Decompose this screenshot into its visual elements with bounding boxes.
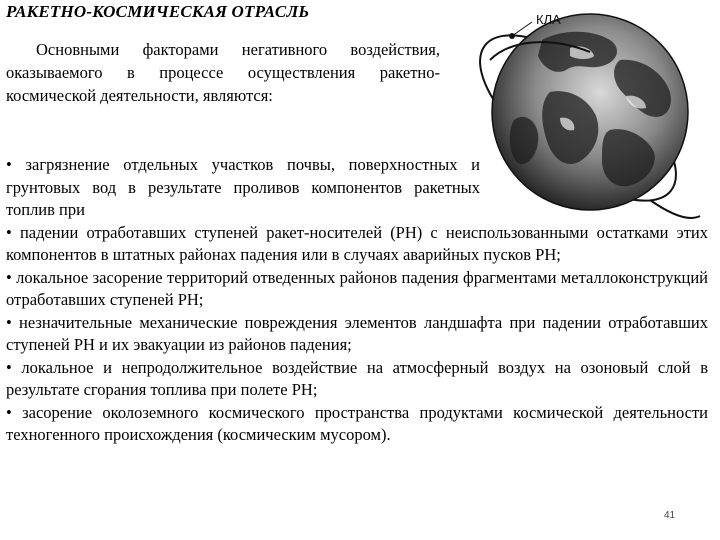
bullet-item: • загрязнение отдельных участков почвы, поверхностных и грунтовых вод в результате проливов компонентов ракетных топлив при <box>6 155 480 219</box>
intro-paragraph <box>6 38 440 107</box>
bullet-item: • незначительные механические повреждения элементов ландшафта при падении отработавших ступеней РН и их эвакуации из районов падения; <box>6 312 708 354</box>
page-number: 41 <box>664 510 676 521</box>
bullet-item: • засорение околоземного космического пространства продуктами космической деятельности техногенного происхождения (космическим мусором). <box>6 402 708 444</box>
bullet-item: • локальное и непродолжительное воздействие на атмосферный воздух на озоновый слой в результате сгорания топлива при полете РН; <box>6 357 708 399</box>
slide-title: РАКЕТНО-КОСМИЧЕСКАЯ ОТРАСЛЬ <box>6 2 310 21</box>
bullet-item: • локальное засорение территорий отведенных районов падения фрагментами металлоконструкций отработавших ступеней РН; <box>6 267 708 309</box>
intro-text: Основными факторами негативного воздействия, оказываемого в процессе осуществления ракетно-космической деятельности, являются: <box>6 40 440 105</box>
bullet-item: • падении отработавших ступеней ракет-носителей (РН) с неиспользованными остатками этих компонентов в штатных районах падения или в случаях аварийных пусков РН; <box>6 222 708 264</box>
bullet-list <box>6 154 708 447</box>
satellite-label: КЛА <box>536 12 561 27</box>
